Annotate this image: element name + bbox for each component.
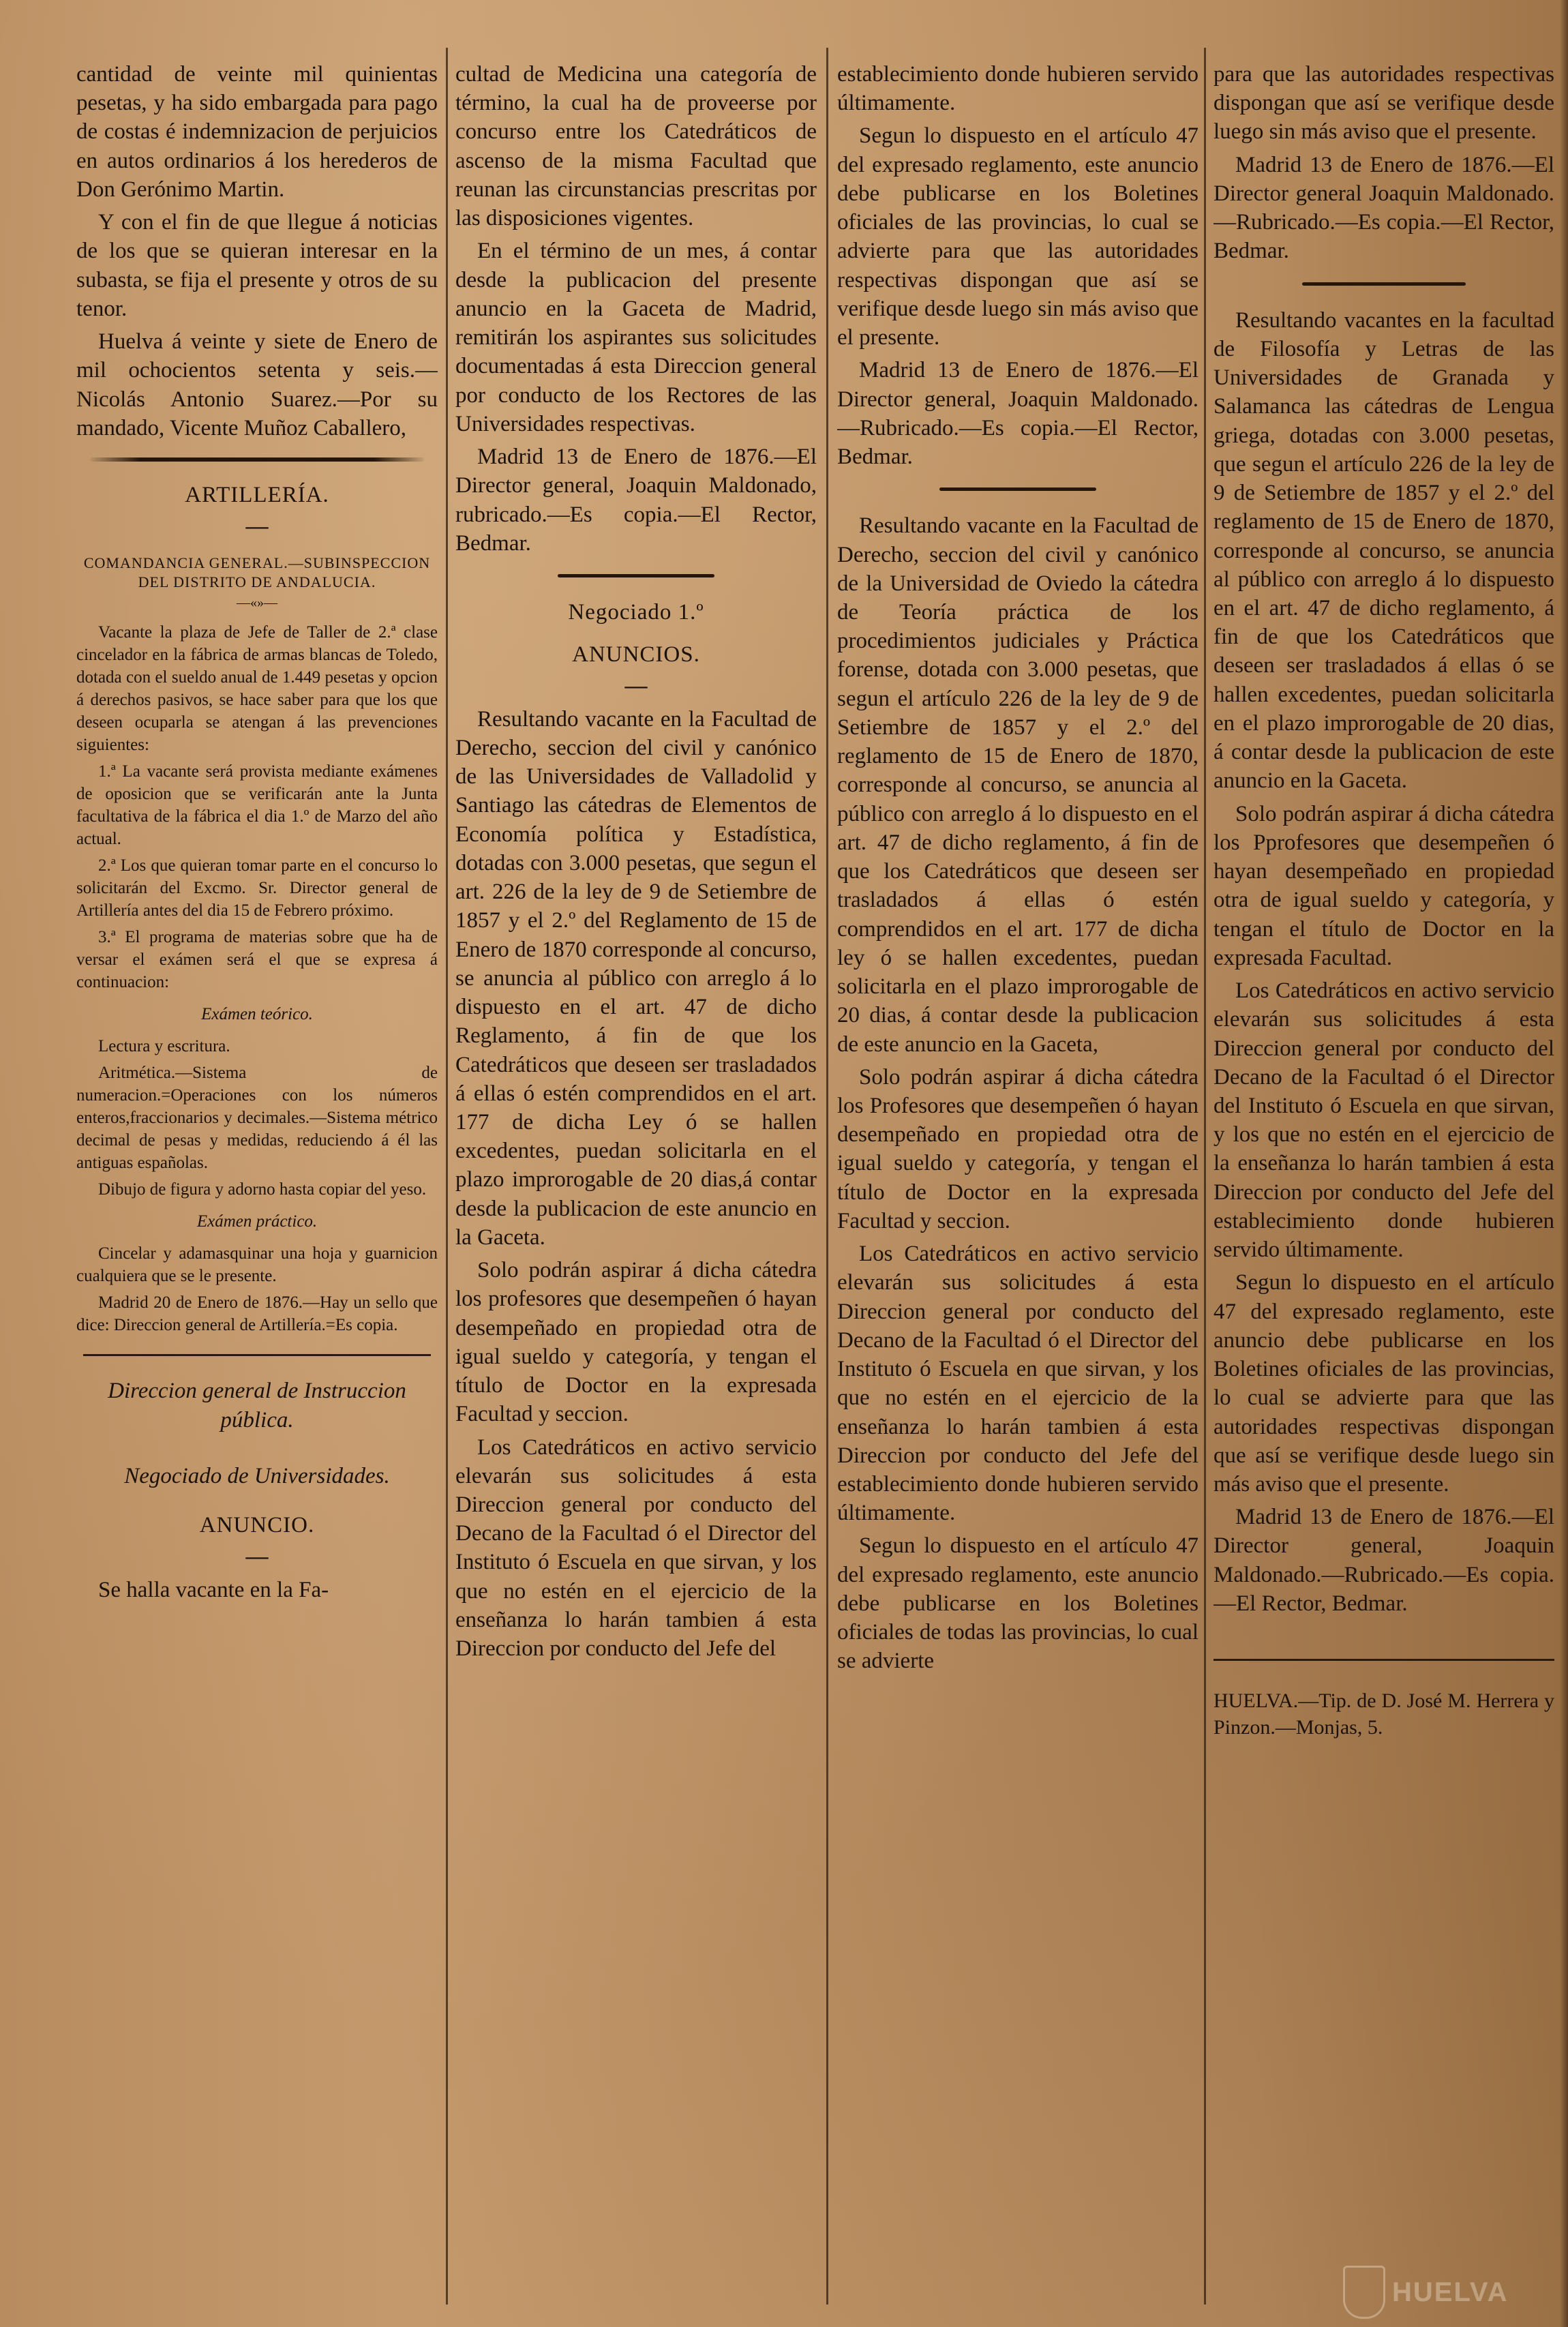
subheading: Exámen teórico. (201, 1005, 313, 1024)
paragraph: Madrid 13 de Enero de 1876.—El Director general, Joaquin Maldonado, rubricado.—Es copia.—El Rector, Bedmar. (455, 445, 817, 556)
short-rule: — (245, 1544, 269, 1570)
column-1 (76, 60, 438, 2303)
separator (1302, 282, 1466, 286)
paragraph: Solo podrán aspirar á dicha cátedra los profesores que desempeñen ó hayan desempeñado en propiedad otra de igual sueldo y categoría, y tengan el título de Doctor en la expresada Facultad y seccion. (455, 1258, 817, 1427)
department-heading: COMANDANCIA GENERAL.—SUBINSPECCION DEL DISTRITO DE ANDALUCIA. (83, 554, 431, 590)
printer-imprint: HUELVA.—Tip. de D. José M. Herrera y Pinzon.—Monjas, 5. (1213, 1690, 1554, 1739)
separator (939, 487, 1096, 491)
short-rule: — (245, 514, 269, 539)
paragraph: Madrid 13 de Enero de 1876.—El Director general Joaquin Maldonado.—Rubricado.—Es copia.—El Rector, Bedmar. (1213, 152, 1554, 264)
short-rule: — (624, 674, 648, 699)
column-2 (455, 60, 817, 2303)
paragraph: Huelva á veinte y siete de Enero de mil ochocientos setenta y seis.—Nicolás Antonio Suarez.—Por su mandado, Vicente Muñoz Caballero, (76, 329, 438, 440)
paragraph: Solo podrán aspirar á dicha cátedra los Profesores que desempeñen ó hayan desempeñado en propiedad otra de igual sueldo y categoría, y tengan el título de Doctor en la expresada Facultad y seccion. (837, 1064, 1198, 1233)
heading: Direccion general de Instruccion pública. (108, 1379, 406, 1432)
paragraph: Resultando vacante en la Facultad de Derecho, seccion del civil y canónico de la Universidad de Oviedo la cátedra de Teoría práctica de los procedimientos judiciales y Práctica forense, dotada con 3.000 pesetas, que segun el artículo 226 de la ley de 9 de Setiembre de 1857 y el 2.º del reglamento de 15 de Enero de 1870, corresponde al concurso, se anuncia al público con arreglo á lo dispuesto en el art. 47 de dicho reglamento, á fin de que los Catedráticos que deseen ser trasladados á ellas ó estén comprendidos en el art. 177 de dicha ley ó se hallen excedentes, puedan solicitarla en el plazo improrogable de 20 dias, á contar desde la publicacion de este anuncio en la Gaceta, (837, 513, 1198, 1057)
paragraph: Madrid 13 de Enero de 1876.—El Director general, Joaquin Maldonado.—Rubricado.—Es copia.—El Rector, Bedmar. (837, 358, 1198, 470)
paragraph: cantidad de veinte mil quinientas pesetas, y ha sido embargada para pago de costas é indemnizacion de perjuicios en autos ordinarios á los herederos de Don Gerónimo Martin. (76, 62, 438, 202)
paragraph: Los Catedráticos en activo servicio elevarán sus solicitudes á esta Direccion general por conducto del Decano de la Facultad ó el Director del Instituto ó Escuela en que sirvan, y los que no estén en el ejercicio de la enseñanza lo harán tambien á esta Direccion por conducto del Jefe del establecimiento donde hubieren servido últimamente. (837, 1242, 1198, 1526)
paragraph: Se halla vacante en la Fa- (98, 1577, 329, 1602)
watermark-text: HUELVA (1392, 2277, 1509, 2307)
separator (558, 574, 714, 577)
paragraph: establecimiento donde hubieren servido últimamente. (837, 62, 1198, 116)
coat-of-arms-icon (1343, 2266, 1385, 2319)
column-4 (1213, 60, 1554, 2303)
column-rule (826, 48, 828, 2305)
heading: Negociado 1.º (568, 599, 704, 625)
paragraph: Los Catedráticos en activo servicio elevarán sus solicitudes á esta Direccion general por conducto del Decano de la Facultad ó el Director del Instituto ó Escuela en que sirvan, y los que no estén en el ejercicio de la enseñanza lo harán tambien á esta Direccion por conducto del Jefe del establecimiento donde hubieren servido últimamente. (1213, 978, 1554, 1263)
heading: ANUNCIOS. (572, 642, 700, 667)
heading: ANUNCIO. (199, 1513, 315, 1538)
column-3 (837, 60, 1198, 2303)
paragraph: En el término de un mes, á contar desde la publicacion del presente anuncio en la Gaceta de Madrid, remitirán los aspirantes sus solicitudes documentadas á esta Direccion general por conducto de los Rectores de las Universidades respectivas. (455, 239, 817, 436)
separator (90, 457, 424, 462)
paragraph: cultad de Medicina una categoría de término, la cual ha de proveerse por concurso entre los Catedráticos de ascenso de la misma Facultad que reunan las circunstancias prescritas por las disposiciones vigentes. (455, 62, 817, 231)
paragraph: Resultando vacante en la Facultad de Derecho, seccion del civil y canónico de las Universidades de Valladolid y Santiago las cátedras de Elementos de Economía política y Estadística, dotadas con 3.000 pesetas, que segun el art. 226 de la ley de 9 de Setiembre de 1857 y el 2.º del Reglamento de 15 de Enero de 1870 corresponde al concurso, se anuncia al público con arreglo á lo dispuesto en el art. 47 de dicho Reglamento, á fin de que los Catedráticos que deseen ser trasladados á ellas ó estén comprendidos en el art. 177 de dicha Ley ó se hallen excedentes, puedan solicitarla en el plazo improrogable de 20 dias,á contar desde la publicacion de este anuncio en la Gaceta. (455, 706, 817, 1250)
paragraph: Resultando vacantes en la facultad de Filosofía y Letras de las Universidades de Granada y Salamanca las cátedras de Lengua griega, dotadas con 3.000 pesetas, que segun el artículo 226 de la ley de 9 de Setiembre de 1857 y el 2.º del reglamento de 15 de Enero de 1870, corresponde al concurso, se anuncia al público con arreglo á lo dispuesto en el art. 47 de dicho reglamento, á fin de que los Catedráticos que deseen ser trasladados á ellas ó se hallen excedentes, puedan solicitarla en el plazo improrogable de 20 dias, á contar desde la publicacion de este anuncio en la Gaceta. (1213, 307, 1554, 794)
heading: Negociado de Universidades. (124, 1463, 390, 1488)
paragraph: Aritmética.—Sistema de numeracion.=Operaciones con los números enteros,fraccionarios y decimales.—Sistema métrico decimal de pesas y medidas, reduciendo á él las antiguas españolas. (76, 1064, 438, 1173)
paragraph: Cincelar y adamasquinar una hoja y guarnicion cualquiera que se le presente. (76, 1244, 438, 1286)
paragraph: Segun lo dispuesto en el artículo 47 del expresado reglamento, este anuncio debe publicarse en los Boletines oficiales de las provincias, lo cual se advierte para que las autoridades respectivas dispongan que así se verifique desde luego sin más aviso que el presente. (1213, 1270, 1554, 1497)
paragraph: Vacante la plaza de Jefe de Taller de 2.ª clase cincelador en la fábrica de armas blancas de Toledo, dotada con el sueldo anual de 1.449 pesetas y opcion á derechos pasivos, se hace saber para que los que deseen ocuparla se atengan á las prevenciones siguientes: (76, 623, 438, 755)
paragraph: Madrid 13 de Enero de 1876.—El Director general, Joaquin Maldonado.—Rubricado.—Es copia.—El Rector, Bedmar. (1213, 1505, 1554, 1616)
paragraph: Segun lo dispuesto en el artículo 47 del expresado reglamento, este anuncio debe publicarse en los Boletines oficiales de todas las provincias, lo cual se advierte (837, 1533, 1198, 1674)
separator (83, 1354, 431, 1356)
paragraph: Solo podrán aspirar á dicha cátedra los Pprofesores que desempeñen ó hayan desempeñado en propiedad otra de igual sueldo y categoría, y tengan el título de Doctor en la expresada Facultad. (1213, 801, 1554, 970)
paragraph: para que las autoridades respectivas dispongan que así se verifique desde luego sin más aviso que el presente. (1213, 62, 1554, 145)
subheading: Exámen práctico. (196, 1212, 318, 1231)
section-heading: ARTILLERÍA. (185, 483, 329, 508)
paragraph: Madrid 20 de Enero de 1876.—Hay un sello que dice: Direccion general de Artillería.=Es copia. (76, 1293, 438, 1335)
paragraph: Y con el fin de que llegue á noticias de los que se quieran interesar en la subasta, se fija el presente y otros de su tenor. (76, 210, 438, 321)
paragraph: 1.ª La vacante será provista mediante exámenes de oposicion que se verificarán ante la Junta facultativa de la fábrica el dia 1.º de Marzo del año actual. (76, 762, 438, 849)
ornament: —«»— (237, 595, 277, 610)
paragraph: Segun lo dispuesto en el artículo 47 del expresado reglamento, este anuncio debe publicarse en los Boletines oficiales de las provincias, lo cual se advierte para que las autoridades respectivas dispongan que así se verifique desde luego sin más aviso que el presente. (837, 123, 1198, 350)
column-rule (1204, 48, 1206, 2305)
paragraph: 3.ª El programa de materias sobre que ha de versar el exámen será el que se expresa á continuacion: (76, 928, 438, 992)
paragraph: 2.ª Los que quieran tomar parte en el concurso lo solicitarán del Excmo. Sr. Director general de Artillería antes del dia 15 de Febrero próximo. (76, 856, 438, 920)
watermark (1343, 2262, 1548, 2323)
separator (1213, 1659, 1554, 1661)
paragraph: Lectura y escritura. (98, 1037, 230, 1056)
paragraph: Los Catedráticos en activo servicio elevarán sus solicitudes á esta Direccion general por conducto del Decano de la Facultad ó el Director del Instituto ó Escuela en que sirvan, y los que no estén en el ejercicio de la enseñanza lo harán tambien á esta Direccion por conducto del Jefe del (455, 1435, 817, 1662)
paragraph: Dibujo de figura y adorno hasta copiar del yeso. (98, 1180, 427, 1199)
column-rule (446, 48, 448, 2305)
